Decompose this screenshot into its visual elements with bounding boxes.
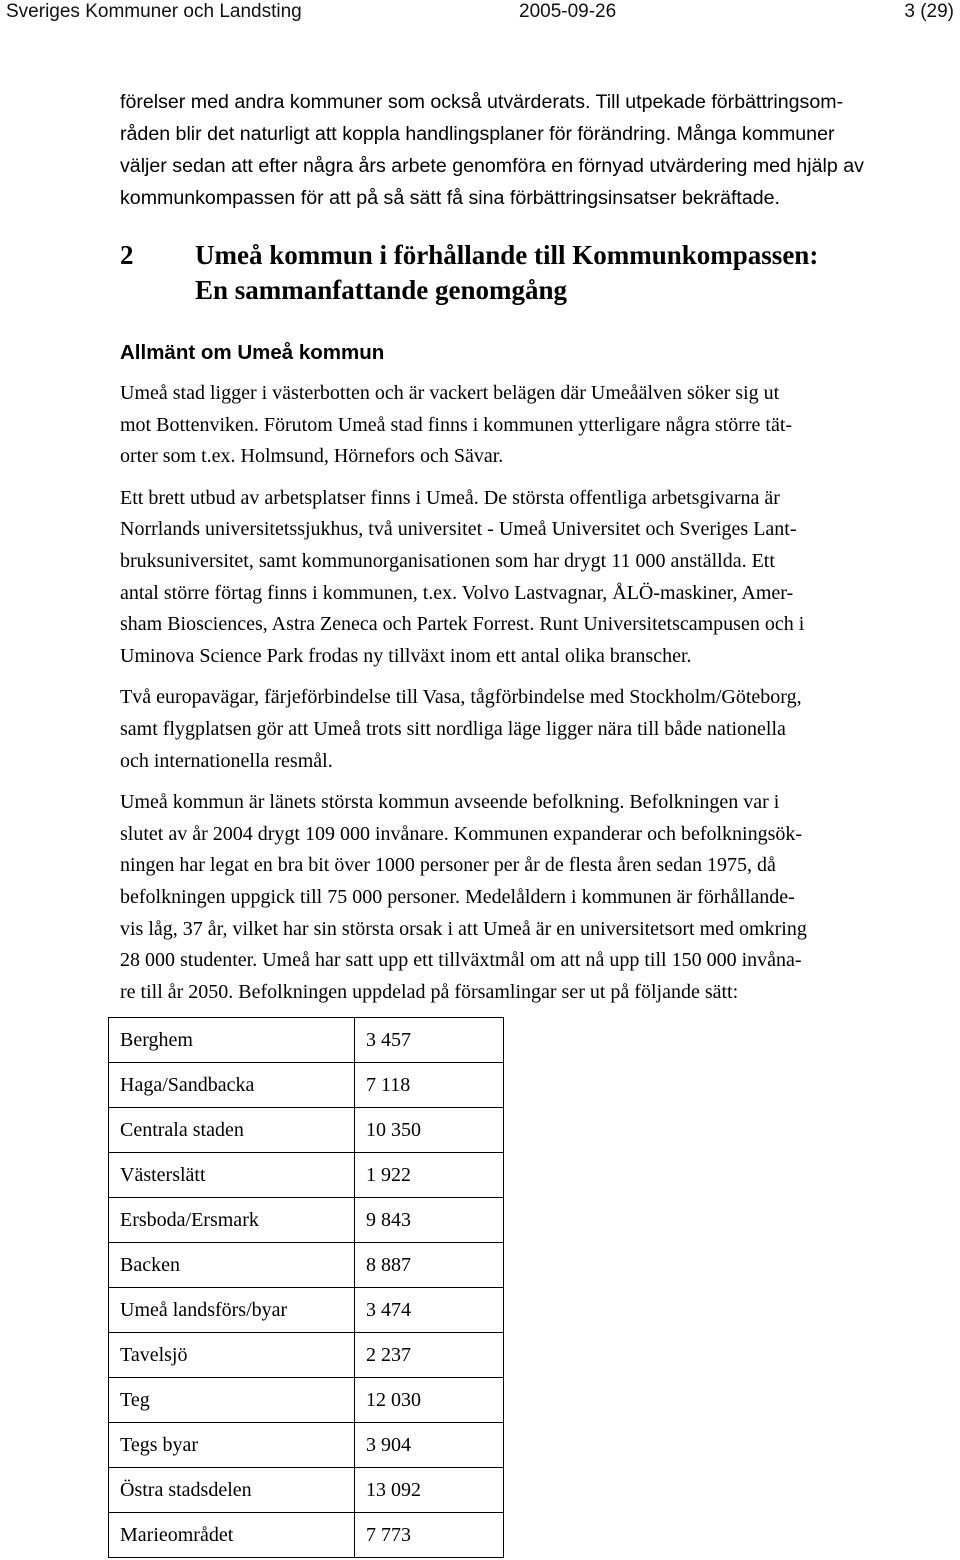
area-cell: Tavelsjö bbox=[109, 1333, 355, 1378]
paragraph-population bbox=[120, 787, 920, 1008]
table-row bbox=[109, 1468, 504, 1513]
paragraph-line: sham Biosciences, Astra Zeneca och Partek Forrest. Runt Universitetscampusen och i bbox=[120, 613, 805, 636]
area-cell: Backen bbox=[109, 1243, 355, 1288]
paragraph-line: antal större förtag finns i kommunen, t.ex. Volvo Lastvagnar, ÅLÖ-maskiner, Amer- bbox=[120, 581, 794, 604]
area-cell: Haga/Sandbacka bbox=[109, 1063, 355, 1108]
area-cell: Ersboda/Ersmark bbox=[109, 1198, 355, 1243]
table-row bbox=[109, 1423, 504, 1468]
paragraph-line: vis låg, 37 år, vilket har sin största orsak i att Umeå är en universitetsort med omkring bbox=[120, 917, 807, 940]
population-cell: 13 092 bbox=[355, 1468, 504, 1513]
population-cell: 3 904 bbox=[355, 1423, 504, 1468]
population-cell: 3 457 bbox=[355, 1018, 504, 1063]
section-title-line-1: Umeå kommun i förhållande till Kommunkompassen: bbox=[195, 240, 819, 270]
table-row bbox=[109, 1513, 504, 1558]
area-cell: Marieområdet bbox=[109, 1513, 355, 1558]
population-cell: 3 474 bbox=[355, 1288, 504, 1333]
table-row bbox=[109, 1243, 504, 1288]
paragraph-transport bbox=[120, 682, 920, 777]
table-row bbox=[109, 1378, 504, 1423]
table-row bbox=[109, 1018, 504, 1063]
population-cell: 7 773 bbox=[355, 1513, 504, 1558]
header-page-number: 3 (29) bbox=[904, 1, 954, 22]
table-row bbox=[109, 1063, 504, 1108]
section-number: 2 bbox=[120, 240, 134, 270]
population-cell: 10 350 bbox=[355, 1108, 504, 1153]
paragraph-line: och internationella resmål. bbox=[120, 749, 333, 772]
population-table bbox=[108, 1017, 504, 1558]
paragraph-line: Umeå kommun är länets största kommun avseende befolkning. Befolkningen var i bbox=[120, 791, 780, 814]
population-cell: 9 843 bbox=[355, 1198, 504, 1243]
area-cell: Tegs byar bbox=[109, 1423, 355, 1468]
paragraph-location bbox=[120, 378, 920, 473]
population-cell: 8 887 bbox=[355, 1243, 504, 1288]
intro-line: förelser med andra kommuner som också utvärderats. Till utpekade förbättringsom- bbox=[120, 91, 844, 113]
area-cell: Centrala staden bbox=[109, 1108, 355, 1153]
body-text bbox=[120, 378, 920, 1018]
intro-line: väljer sedan att efter några års arbete genomföra en förnyad utvärdering med hjälp av bbox=[120, 155, 864, 177]
paragraph-line: samt flygplatsen gör att Umeå trots sitt nordliga läge ligger nära till både nationella bbox=[120, 717, 786, 740]
page-header bbox=[0, 0, 960, 24]
population-cell: 1 922 bbox=[355, 1153, 504, 1198]
area-cell: Umeå landsförs/byar bbox=[109, 1288, 355, 1333]
area-cell: Berghem bbox=[109, 1018, 355, 1063]
subheading: Allmänt om Umeå kommun bbox=[120, 341, 385, 364]
paragraph-line: Två europavägar, färjeförbindelse till Vasa, tågförbindelse med Stockholm/Göteborg, bbox=[120, 686, 802, 709]
paragraph-line: mot Bottenviken. Förutom Umeå stad finns i kommunen ytterligare några större tät- bbox=[120, 413, 793, 436]
table-row bbox=[109, 1288, 504, 1333]
area-cell: Östra stadsdelen bbox=[109, 1468, 355, 1513]
table-row bbox=[109, 1108, 504, 1153]
paragraph-line: Umeå stad ligger i västerbotten och är vackert belägen där Umeåälven söker sig ut bbox=[120, 382, 780, 404]
paragraph-line: befolkningen uppgick till 75 000 personer. Medelåldern i kommunen är förhållande- bbox=[120, 885, 795, 908]
paragraph-line: ningen har legat en bra bit över 1000 personer per år de flesta åren sedan 1975, då bbox=[120, 854, 776, 877]
header-organization: Sveriges Kommuner och Landsting bbox=[6, 1, 302, 22]
table-row bbox=[109, 1153, 504, 1198]
intro-line: råden blir det naturligt att koppla handlingsplaner för förändring. Många kommuner bbox=[120, 123, 835, 145]
population-cell: 12 030 bbox=[355, 1378, 504, 1423]
paragraph-line: Norrlands universitetssjukhus, två universitet - Umeå Universitet och Sveriges Lant- bbox=[120, 518, 797, 541]
section-title-line-2: En sammanfattande genomgång bbox=[195, 275, 568, 305]
population-cell: 7 118 bbox=[355, 1063, 504, 1108]
paragraph-line: bruksuniversitet, samt kommunorganisationen som har drygt 11 000 anställda. Ett bbox=[120, 549, 775, 572]
intro-paragraph bbox=[120, 86, 920, 214]
area-cell: Teg bbox=[109, 1378, 355, 1423]
paragraph-line: 28 000 studenter. Umeå har satt upp ett tillväxtmål om att nå upp till 150 000 invåna- bbox=[120, 949, 802, 972]
paragraph-line: orter som t.ex. Holmsund, Hörnefors och Sävar. bbox=[120, 445, 504, 468]
paragraph-line: slutet av år 2004 drygt 109 000 invånare. Kommunen expanderar och befolkningsök- bbox=[120, 822, 803, 845]
paragraph-employers bbox=[120, 483, 920, 673]
paragraph-line: re till år 2050. Befolkningen uppdelad på församlingar ser ut på följande sätt: bbox=[120, 980, 739, 1003]
area-cell: Västerslätt bbox=[109, 1153, 355, 1198]
table-row bbox=[109, 1198, 504, 1243]
population-cell: 2 237 bbox=[355, 1333, 504, 1378]
header-date: 2005-09-26 bbox=[519, 1, 617, 22]
paragraph-line: Uminova Science Park frodas ny tillväxt inom ett antal olika branscher. bbox=[120, 644, 692, 667]
intro-line: kommunkompassen för att på så sätt få sina förbättringsinsatser bekräftade. bbox=[120, 187, 780, 209]
table-row bbox=[109, 1333, 504, 1378]
paragraph-line: Ett brett utbud av arbetsplatser finns i Umeå. De största offentliga arbetsgivarna är bbox=[120, 486, 780, 509]
